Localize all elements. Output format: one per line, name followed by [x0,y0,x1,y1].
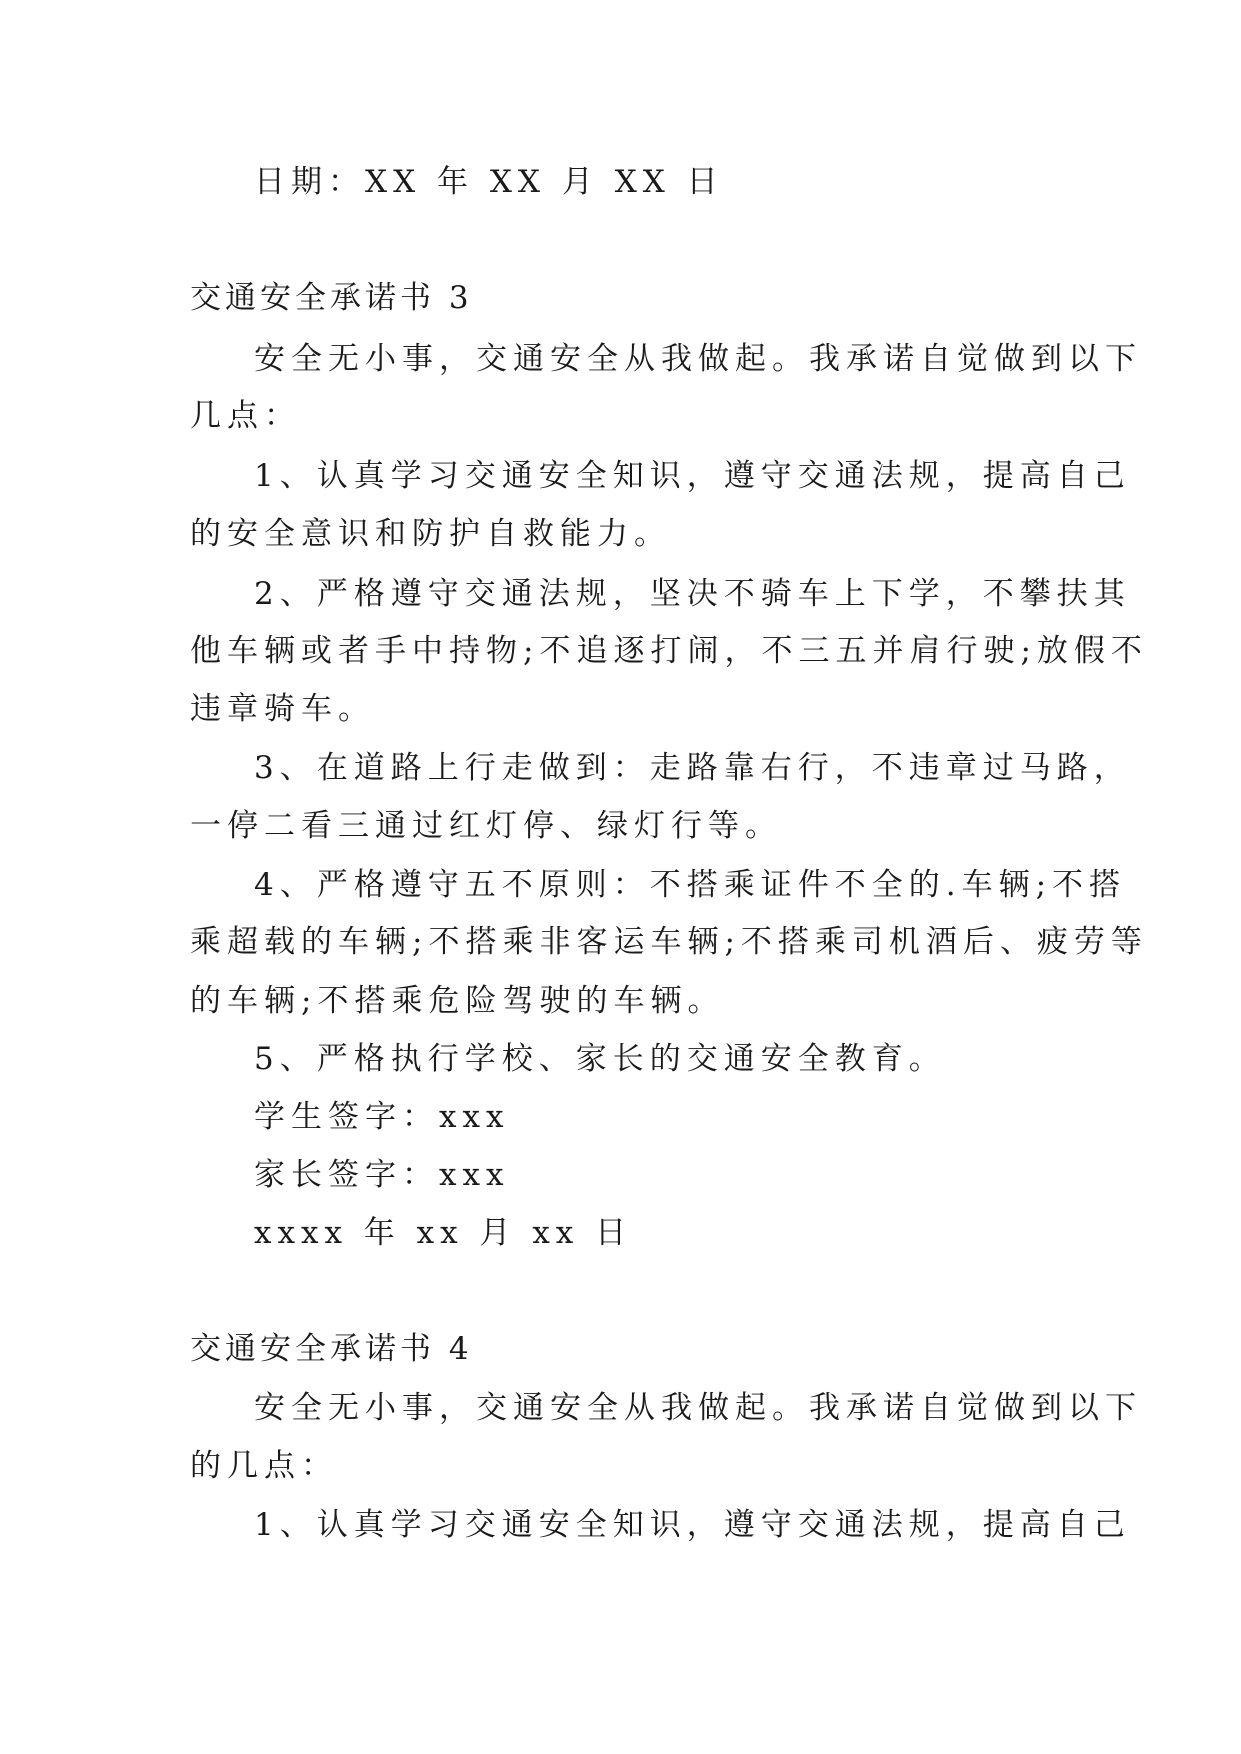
paragraph-line: 的车辆;不搭乘危险驾驶的车辆。 [190,983,725,1019]
signature-date-line: xxxx 年 xx 月 xx 日 [254,1215,633,1251]
paragraph-line: 乘超载的车辆;不搭乘非客运车辆;不搭乘司机酒后、疲劳等 [190,924,1148,960]
paragraph-line: 2、严格遵守交通法规，坚决不骑车上下学，不攀扶其 [254,576,1131,612]
section-title-4: 交通安全承诺书 4 [190,1331,473,1367]
paragraph-line: 4、严格遵守五不原则：不搭乘证件不全的.车辆;不搭 [254,867,1127,903]
paragraph-line: 3、在道路上行走做到：走路靠右行，不违章过马路， [254,750,1131,786]
date-line: 日期：XX 年 XX 月 XX 日 [254,164,724,200]
paragraph-line: 他车辆或者手中持物;不追逐打闹，不三五并肩行驶;放假不 [190,633,1148,669]
section-title-3: 交通安全承诺书 3 [190,280,473,316]
paragraph-line: 的几点： [190,1448,338,1484]
paragraph-line: 1、认真学习交通安全知识，遵守交通法规，提高自己 [254,458,1131,494]
paragraph-line: 1、认真学习交通安全知识，遵守交通法规，提高自己 [254,1507,1131,1543]
paragraph-line: 一停二看三通过红灯停、绿灯行等。 [190,808,782,844]
paragraph-line: 几点： [190,398,301,434]
paragraph-line: 违章骑车。 [190,691,375,727]
student-signature-line: 学生签字：xxx [254,1099,510,1135]
paragraph-line: 5、严格执行学校、家长的交通安全教育。 [254,1041,946,1077]
paragraph-line: 安全无小事，交通安全从我做起。我承诺自觉做到以下 [254,341,1142,377]
paragraph-line: 安全无小事，交通安全从我做起。我承诺自觉做到以下 [254,1390,1142,1426]
paragraph-line: 的安全意识和防护自救能力。 [190,516,671,552]
parent-signature-line: 家长签字：xxx [254,1157,510,1193]
